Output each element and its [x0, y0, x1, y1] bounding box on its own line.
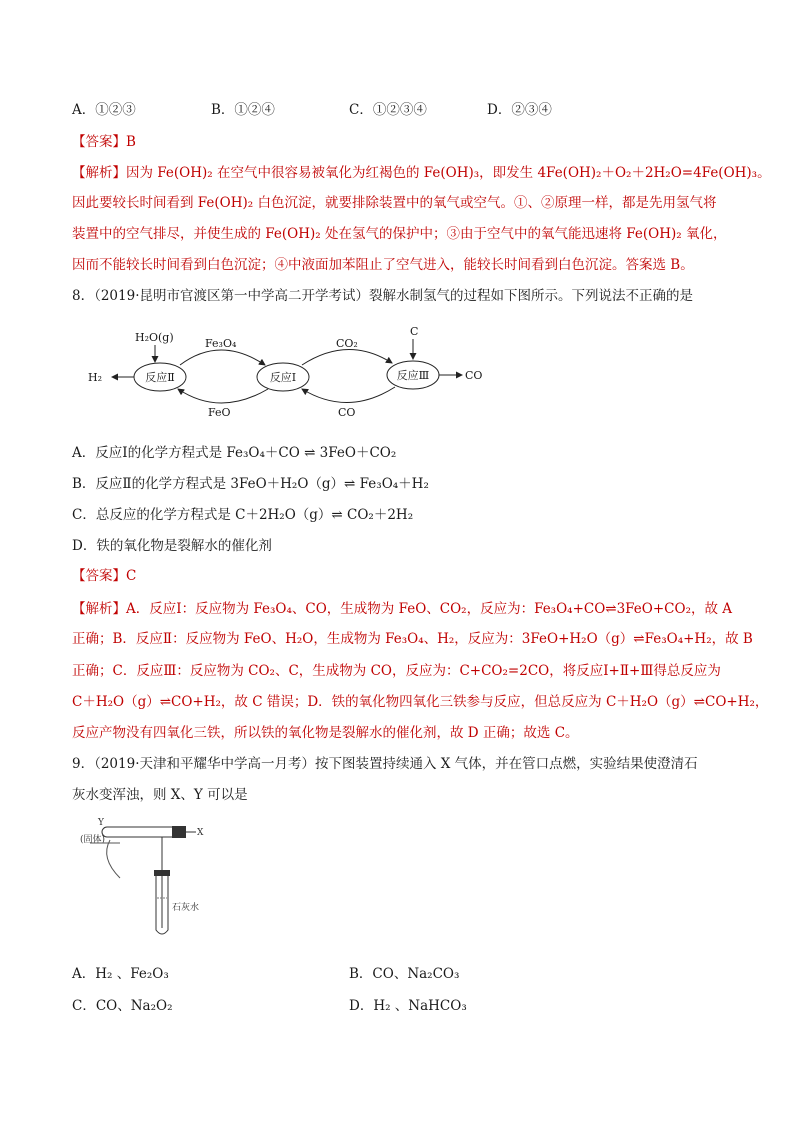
co-back-label: CO — [338, 406, 356, 419]
q8-answer: 【答案】C — [72, 568, 137, 584]
q7-option-a: A．①②③ — [72, 102, 136, 118]
reaction-tube — [102, 827, 180, 837]
q8-analysis-line-1: 【解析】A．反应Ⅰ：反应物为 Fe₃O₄、CO，生成物为 FeO、CO₂，反应为：Fe₃O₄+CO⇌3FeO+CO₂，故 A — [72, 601, 733, 617]
co-back-arrow — [302, 387, 395, 403]
q8-option-b: B．反应Ⅱ的化学方程式是 3FeO＋H₂O（g）⇌ Fe₃O₄＋H₂ — [72, 476, 429, 492]
q7-analysis-line-1: 【解析】因为 Fe(OH)₂ 在空气中很容易被氧化为红褐色的 Fe(OH)₃，即发生 4Fe(OH)₂＋O₂＋2H₂O=4Fe(OH)₃。 — [72, 165, 771, 181]
carbon-label: C — [410, 325, 419, 338]
water-splitting-diagram — [80, 325, 500, 420]
h2o-label: H₂O(g) — [135, 331, 174, 344]
q9-option-a: A．H₂ 、Fe₂O₃ — [72, 966, 169, 982]
q9-option-d: D．H₂ 、NaHCO₃ — [349, 998, 467, 1014]
q9-stem-line-2: 灰水变浑浊，则 X、Y 可以是 — [72, 787, 248, 803]
q7-option-b: B．①②④ — [211, 102, 275, 118]
q7-option-c: C．①②③④ — [349, 102, 427, 118]
co2-arrow — [302, 349, 392, 365]
q8-analysis-line-3: 正确；C．反应Ⅲ：反应物为 CO₂、C，生成物为 CO，反应为：C+CO₂=2CO，将反应Ⅰ+Ⅱ+Ⅲ得总反应为 — [72, 663, 721, 679]
q7-analysis-line-3: 装置中的空气排尽，并使生成的 Fe(OH)₂ 处在氢气的保护中；③由于空气中的氧气能迅速将 Fe(OH)₂ 氧化， — [72, 226, 727, 242]
solid-y-label: Y — [98, 818, 104, 828]
fe3o4-arrow — [180, 350, 265, 365]
q9-stem-line-1: 9．（2019·天津和平耀华中学高一月考）按下图装置持续通入 X 气体，并在管口点燃，实验结果使澄清石 — [72, 756, 698, 772]
limewater-label: 石灰水 — [172, 903, 200, 913]
q8-analysis-line-2: 正确；B．反应Ⅱ：反应物为 FeO、H₂O，生成物为 Fe₃O₄、H₂，反应为：3FeO+H₂O（g）⇌Fe₃O₄+H₂，故 B — [72, 631, 753, 647]
stopper — [172, 826, 186, 838]
q7-analysis-line-2: 因此要较长时间看到 Fe(OH)₂ 白色沉淀，就要排除装置中的氧气或空气。①、②原理一样，都是先用氢气将 — [72, 195, 717, 211]
q8-analysis-line-5: 反应产物没有四氧化三铁，所以铁的氧化物是裂解水的催化剂，故 D 正确；故选 C。 — [72, 725, 579, 741]
reaction-2-label: 反应Ⅱ — [145, 371, 175, 384]
fe3o4-label: Fe₃O₄ — [205, 337, 237, 350]
q7-option-d: D．②③④ — [487, 102, 552, 118]
co2-label: CO₂ — [336, 337, 358, 350]
h2-label: H₂ — [88, 371, 103, 384]
feo-arrow — [178, 389, 268, 403]
reaction-1-label: 反应Ⅰ — [269, 371, 297, 384]
q9-option-c: C．CO、Na₂O₂ — [72, 998, 173, 1014]
q8-option-a: A．反应Ⅰ的化学方程式是 Fe₃O₄＋CO ⇌ 3FeO＋CO₂ — [72, 445, 397, 461]
apparatus-figure — [80, 818, 210, 943]
q7-analysis-line-4: 因而不能较长时间看到白色沉淀；④中液面加苯阻止了空气进入，能较长时间看到白色沉淀。答案选 B。 — [72, 257, 694, 273]
q9-option-b: B．CO、Na₂CO₃ — [349, 966, 460, 982]
gas-x-label: X — [197, 828, 204, 838]
solid-label: (固体) — [80, 835, 106, 845]
reaction-3-label: 反应Ⅲ — [396, 369, 430, 382]
co-out-label: CO — [465, 369, 483, 382]
q7-answer: 【答案】B — [72, 134, 136, 150]
q8-analysis-line-4: C＋H₂O（g）⇌CO+H₂，故 C 错误；D．铁的氧化物四氧化三铁参与反应，但总反应为 C＋H₂O（g）⇌CO+H₂， — [72, 694, 769, 710]
q8-stem: 8．（2019·昆明市官渡区第一中学高二开学考试）裂解水制氢气的过程如下图所示。下列说法不正确的是 — [72, 288, 693, 304]
feo-label: FeO — [208, 406, 231, 419]
q8-option-d: D．铁的氧化物是裂解水的催化剂 — [72, 538, 272, 554]
q8-option-c: C．总反应的化学方程式是 C＋2H₂O（g）⇌ CO₂＋2H₂ — [72, 507, 414, 523]
